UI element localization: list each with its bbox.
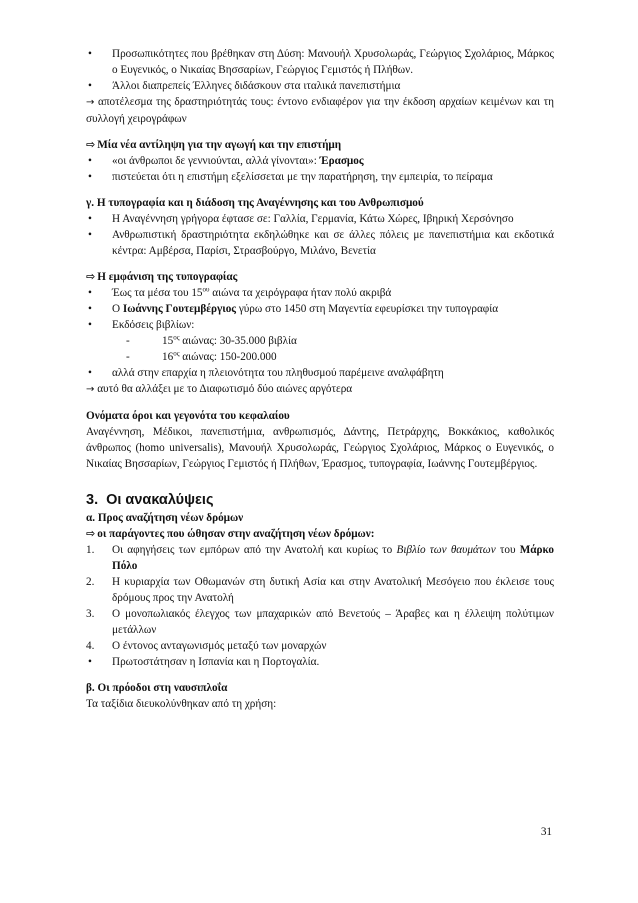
sub-list-item: - $15^{o\varsigma}$ αιώνας: 30-35.000 βιβλία (126, 333, 297, 347)
bullet-icon: • (88, 229, 92, 241)
hollow-arrow-icon: ⇨ (86, 270, 96, 283)
section-heading-new-view: ⇨ Μία νέα αντίληψη για την αγωγή και την επιστήμη (86, 138, 342, 151)
numbered-item: 1. Οι αφηγήσεις των εμπόρων από την Ανατολή και κυρίως το Βιβλίο των θαυμάτων του Μάρκο Πόλο (86, 544, 554, 572)
list-item: • Εκδόσεις βιβλίων: (88, 319, 195, 331)
right-arrow-icon: → (86, 97, 95, 108)
right-arrow-icon: → (86, 384, 95, 395)
hollow-arrow-icon: ⇨ (86, 138, 96, 151)
factors-heading: ⇨ οι παράγοντες που ώθησαν στην αναζήτηση νέων δρόμων: (86, 527, 375, 540)
document-page (86, 46, 554, 712)
numbered-item: 4. Ο έντονος ανταγωνισμός μεταξύ των μοναρχών (86, 640, 327, 652)
list-item (86, 211, 554, 227)
page-number: 31 (540, 826, 552, 838)
bullet-text: Προσωπικότητες που βρέθηκαν στη Δύση: Μανουήλ Χρυσολωράς, Γεώργιος Σχολάριος, Μάρκος ο Ευγενικός, ο Νικαίας Βησσαρίων, Γεώργιος Γεμιστός ή Πλήθων. (112, 48, 554, 76)
list-item: • Πρωτοστάτησαν η Ισπανία και η Πορτογαλία. (88, 656, 320, 668)
bullet-icon: • (88, 213, 92, 225)
subsection-heading-b: β. Οι πρόοδοι στη ναυσιπλοΐα (86, 682, 228, 694)
bullet-text: πιστεύεται ότι η επιστήμη εξελίσσεται με την παρατήρηση, την εμπειρία, το πείραμα (112, 171, 493, 183)
result-line: → αυτό θα αλλάξει με το Διαφωτισμό δύο αιώνες αργότερα (86, 383, 353, 395)
bullet-icon: • (88, 319, 92, 331)
bullet-icon: • (88, 171, 92, 183)
bullet-icon: • (88, 80, 92, 92)
numbered-item: 3. Ο μονοπωλιακός έλεγχος των μπαχαρικών από Βενετούς – Άραβες και η έλλειψη πολύτιμων μετάλλων (86, 608, 554, 636)
bullet-text: Ανθρωπιστική δραστηριότητα εκδηλώθηκε και σε άλλες πόλεις με πανεπιστήμια και εκδοτικά κέντρα: Αμβέρσα, Παρίσι, Στρασβούργο, Μιλάνο, Βενετία (112, 229, 554, 257)
list-item (86, 78, 554, 94)
bullet-icon: • (88, 303, 92, 315)
subsection-heading-a: α. Προς αναζήτηση νέων δρόμων (86, 512, 244, 524)
bullet-icon: • (88, 287, 92, 299)
list-item: • Έως τα μέσα του $15^{o\upsilon}$ αιώνα τα χειρόγραφα ήταν πολύ ακριβά (88, 285, 392, 299)
numbered-item: 2. Η κυριαρχία των Οθωμανών στη δυτική Ασία και στην Ανατολική Μεσόγειο που έκλεισε τους δρόμους προς την Ανατολή (86, 576, 554, 604)
bullet-icon: • (88, 155, 92, 167)
bullet-text-bold: Έρασμος (319, 155, 364, 167)
section-heading-printing: ⇨ Η εμφάνιση της τυπογραφίας (86, 270, 238, 283)
bullet-text: «οι άνθρωποι δε γεννιούνται, αλλά γίνονται»: (112, 155, 320, 167)
list-item: • Ο Ιωάννης Γουτεμβέργιος γύρω στο 1450 στη Μαγεντία εφευρίσκει την τυπογραφία (88, 303, 499, 315)
bullet-icon: • (88, 656, 92, 668)
list-item (86, 153, 554, 169)
bullet-icon: • (88, 48, 92, 60)
section-heading-printing-spread: γ. Η τυπογραφία και η διάδοση της Αναγέννησης και του Ανθρωπισμού (86, 197, 424, 209)
sub-list-item: - $16^{o\varsigma}$ αιώνας: 150-200.000 (126, 349, 277, 363)
list-item: • αλλά στην επαρχία η πλειονότητα του πληθυσμού παρέμεινε αναλφάβητη (88, 367, 444, 379)
dash-icon: - (126, 351, 130, 363)
list-item (86, 46, 554, 78)
bullet-icon: • (88, 367, 92, 379)
dash-icon: - (126, 335, 130, 347)
bullet-text: Άλλοι διαπρεπείς Έλληνες διδάσκουν στα ιταλικά πανεπιστήμια (112, 80, 401, 92)
chapter-heading: 3. Οι ανακαλύψεις (86, 492, 214, 508)
hollow-arrow-icon: ⇨ (86, 527, 96, 540)
list-item (86, 169, 554, 185)
terms-text: Αναγέννηση, Μέδικοι, πανεπιστήμια, ανθρωπισμός, Δάντης, Πετράρχης, Βοκκάκιος, καθολικός άνθρωπος (homo universalis), Μανουήλ Χρυσολωράς, Γεώργιος Σχολάριος, Μάρκος ο Ευγενικός, ο Νικαίας Βησσαρίων, Γεώργιος Γεμιστός ή Πλήθων, Έρασμος, τυπογραφία, Ιωάννης Γουτεμβέργιος. (86, 426, 554, 470)
list-item (86, 227, 554, 259)
body-text: Τα ταξίδια διευκολύνθηκαν από τη χρήση: (86, 698, 277, 710)
result-text: αποτέλεσμα της δραστηριότητάς τους: έντονο ενδιαφέρον για την έκδοση αρχαίων κειμένων και τη συλλογή χειρογράφων (86, 96, 555, 125)
terms-heading: Ονόματα όροι και γεγονότα του κεφαλαίου (86, 410, 290, 422)
bullet-text: Η Αναγέννηση γρήγορα έφτασε σε: Γαλλία, Γερμανία, Κάτω Χώρες, Ιβηρική Χερσόνησο (112, 213, 514, 225)
result-line (86, 94, 554, 127)
